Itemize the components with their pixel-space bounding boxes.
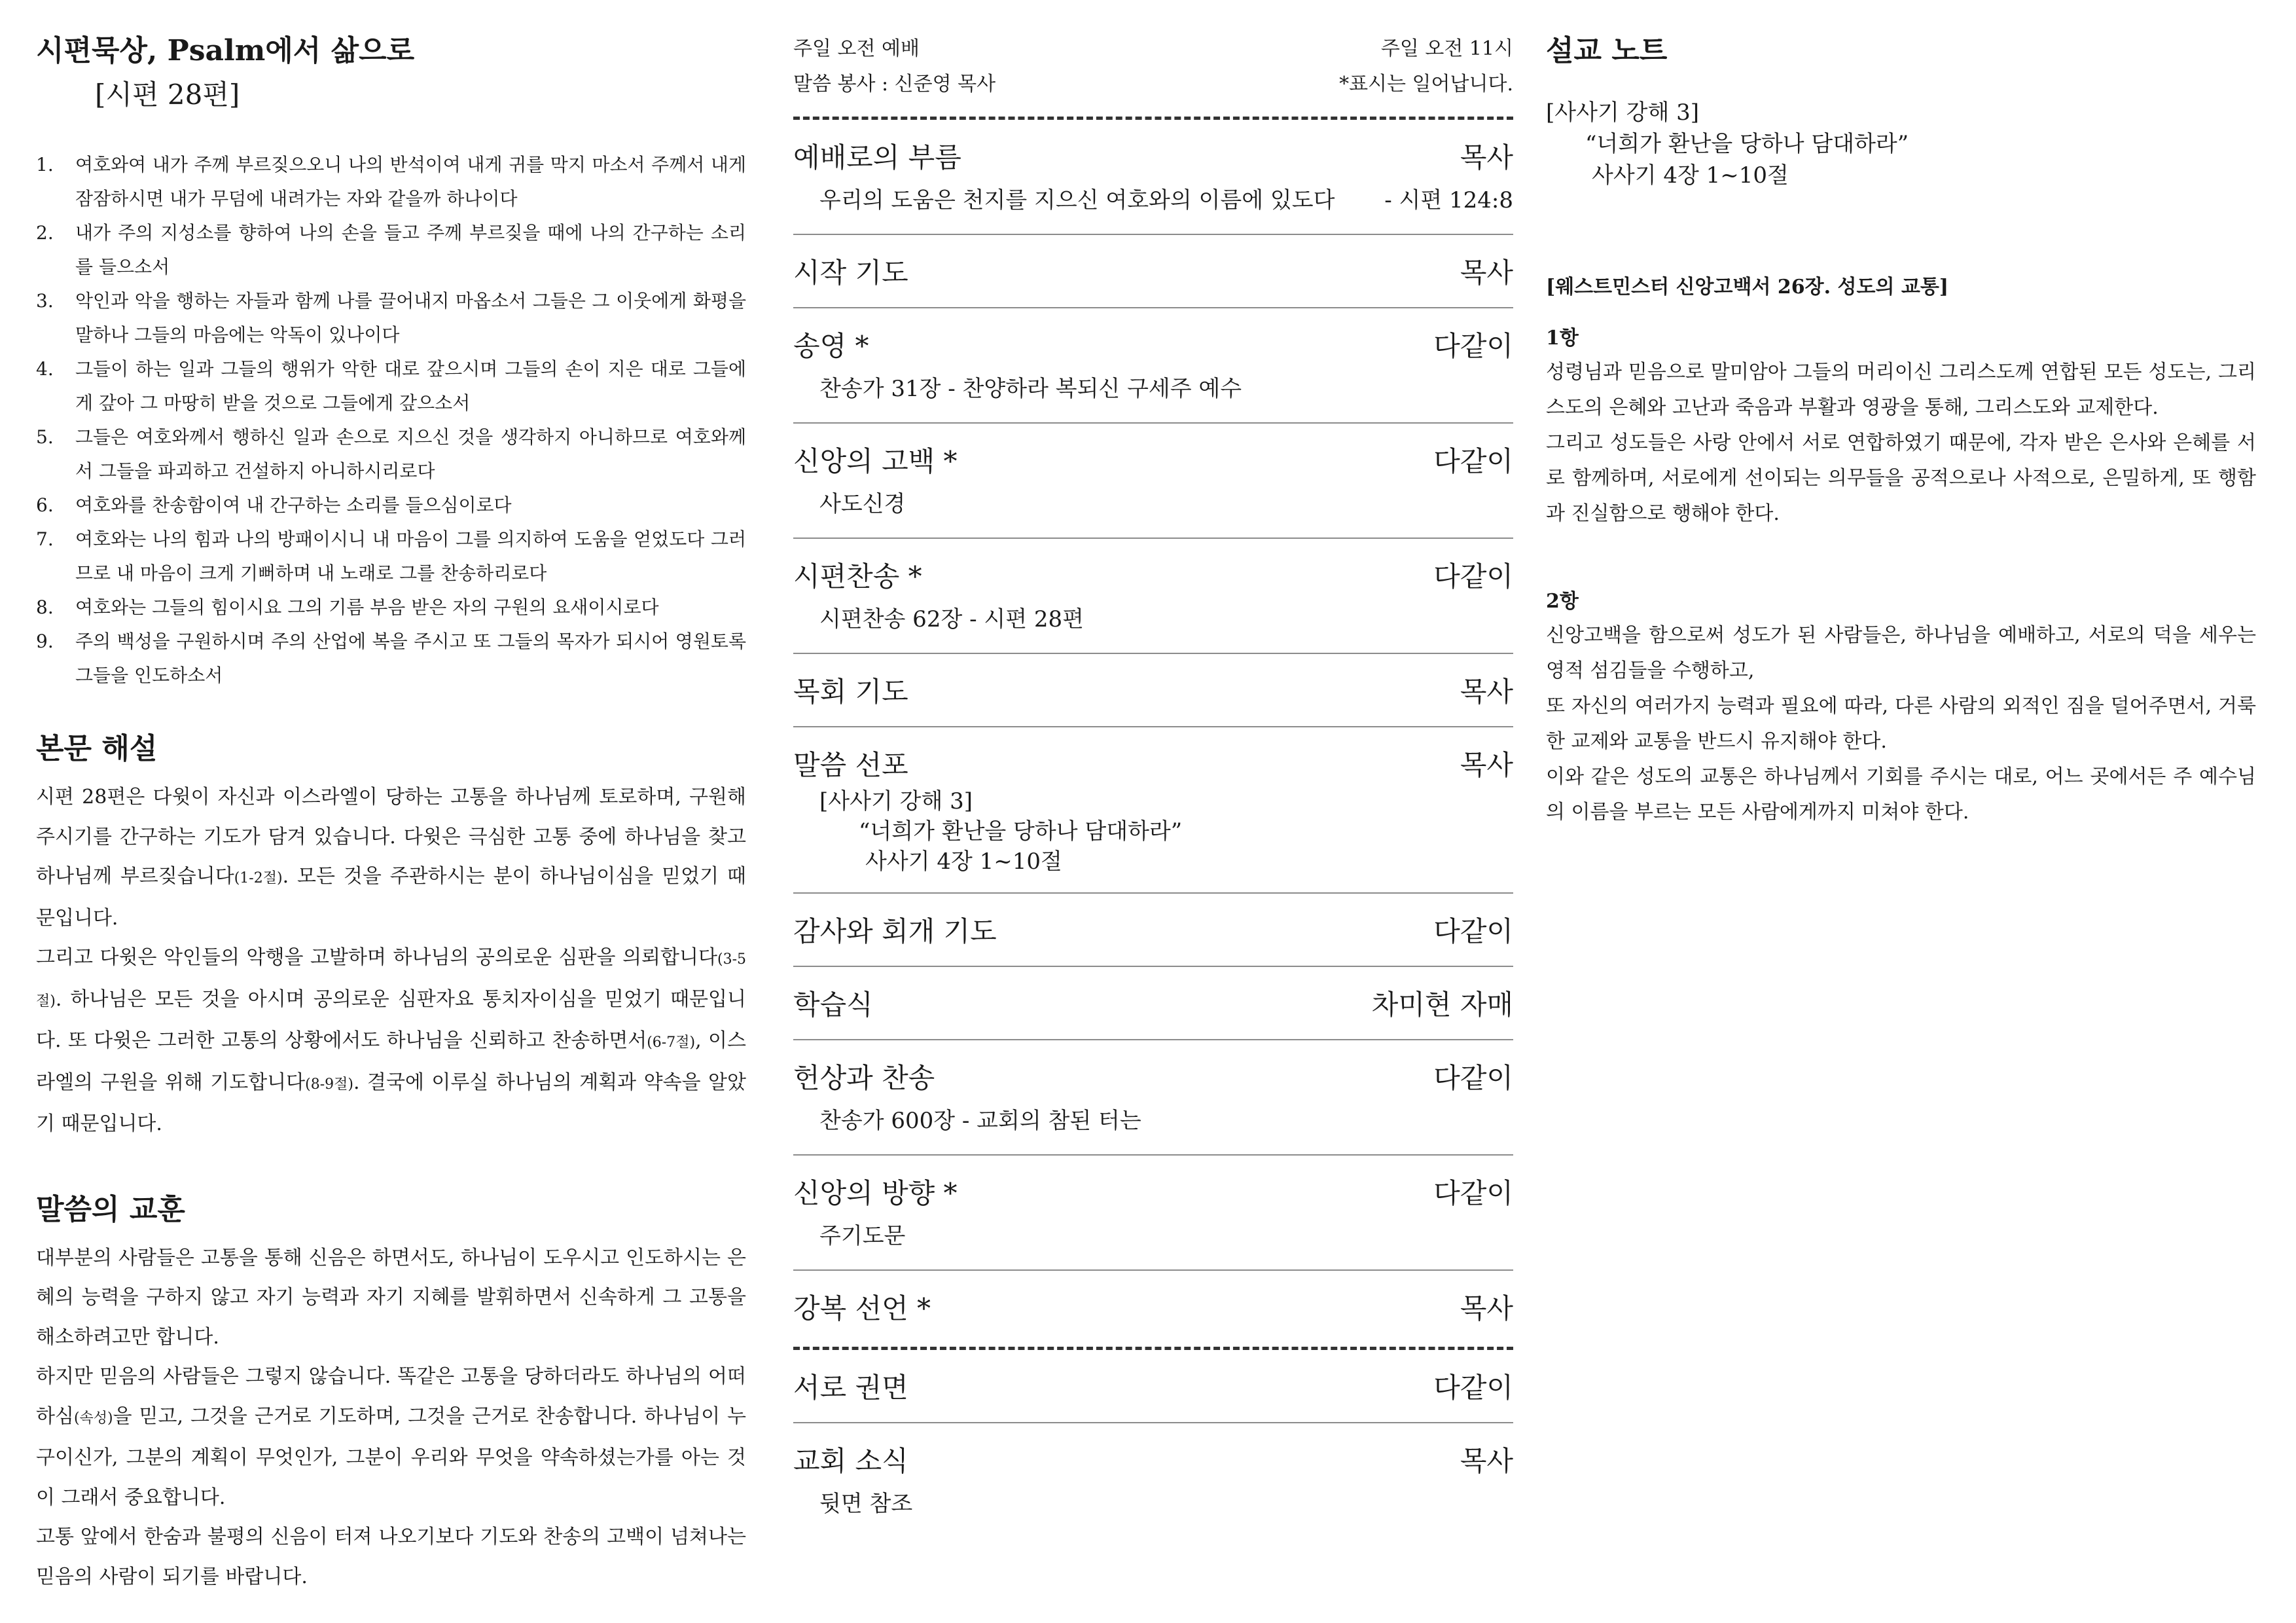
verse-number: 3.	[36, 290, 54, 312]
verse-text: 여호와는 나의 힘과 나의 방패이시니 내 마음이 그를 의지하여 도움을 얻었도다 그러므로 내 마음이 크게 기뻐하며 내 노래로 그를 찬송하리로다	[75, 528, 746, 584]
item-leader: 다같이	[1433, 560, 1513, 593]
item-leader: 다같이	[1433, 330, 1513, 362]
sermon-notes-title: 설교 노트	[1546, 34, 1668, 67]
preacher: 말씀 봉사 : 신준영 목사	[793, 73, 996, 96]
verse-text: 여호와는 그들의 힘이시요 그의 기름 부음 받은 자의 구원의 요새이시로다	[75, 596, 659, 618]
confession-paragraph: 그리고 성도들은 사랑 안에서 서로 연합하였기 때문에, 각자 받은 은사와 은혜를 서로 함께하며, 서로에게 선이되는 의무들을 공적으로나 사적으로, 은밀하게, 또 행함과 진실함으로 행해야 한다.	[1546, 431, 2256, 525]
verse-citation: (1-2절)	[234, 870, 283, 886]
item-title: 시작 기도	[793, 257, 908, 289]
item-leader: 다같이	[1433, 445, 1513, 477]
worship-item	[793, 727, 1513, 894]
worship-item	[793, 424, 1513, 539]
verse-text: 그들이 하는 일과 그들의 행위가 악한 대로 갚으시며 그들의 손이 지은 대로 그들에게 갚아 그 마땅히 받을 것으로 그들에게 갚으소서	[75, 358, 746, 414]
sermon-series: [사사기 강해 3]	[1546, 100, 1699, 126]
item-leader: 목사	[1460, 141, 1513, 173]
worship-item	[793, 120, 1513, 235]
item-detail: 시편찬송 62장 - 시편 28편	[819, 606, 1084, 632]
confession-paragraph: 성령님과 믿음으로 말미암아 그들의 머리이신 그리스도께 연합된 모든 성도는, 그리스도의 은혜와 고난과 죽음과 부활과 영광을 통해, 그리스도와 교제한다.	[1546, 361, 2256, 419]
confession-paragraph: 또 자신의 여러가지 능력과 필요에 따라, 다른 사람의 외적인 짐을 덜어주면서, 거룩한 교제와 교통을 반드시 유지해야 한다.	[1546, 695, 2256, 753]
verse-number: 1.	[36, 154, 54, 175]
item-leader: 다같이	[1433, 1372, 1513, 1404]
worship-item	[793, 967, 1513, 1040]
order-of-worship-column	[793, 0, 1513, 1623]
commentary-paragraph: 시편 28편은 다윗이 자신과 이스라엘이 당하는 고통을 하나님께 토로하며, 구원해 주시기를 간구하는 기도가 담겨 있습니다. 다윗은 극심한 고통 중에 하나님을 찾고 하나님께 부르짖습니다(1-2절). 모든 것을 주관하시는 분이 하나님이심을 믿었기 때문입니다.	[36, 786, 746, 930]
item-title: 헌상과 찬송	[793, 1062, 935, 1094]
sermon-passage: 사사기 4장 1~10절	[1592, 162, 1789, 189]
confession-title: [웨스트민스터 신앙고백서 26장. 성도의 교통]	[1546, 276, 1949, 299]
item-title: 신앙의 방향 *	[793, 1177, 958, 1209]
lesson-heading: 말씀의 교훈	[36, 1192, 185, 1226]
item-leader: 차미현 자매	[1371, 989, 1513, 1021]
verse-citation: (8-9절)	[305, 1076, 353, 1093]
worship-item	[793, 1423, 1513, 1537]
service-header	[793, 31, 1513, 67]
verse-number: 8.	[36, 596, 54, 618]
verse-number: 6.	[36, 494, 54, 516]
confession-section-label: 2항	[1546, 590, 1579, 613]
item-detail: 우리의 도움은 천지를 지으신 여호와의 이름에 있도다	[819, 187, 1335, 213]
item-title: 교회 소식	[793, 1445, 908, 1477]
verse-item	[36, 420, 746, 488]
sermon-notes-reference	[1546, 97, 2256, 191]
lesson-paragraph: 대부분의 사람들은 고통을 통해 신음은 하면서도, 하나님이 도우시고 인도하시는 은혜의 능력을 구하지 않고 자기 능력과 자기 지혜를 발휘하면서 신속하게 그 고통을 해소하려고만 합니다.	[36, 1246, 746, 1349]
item-leader: 다같이	[1433, 1062, 1513, 1094]
sermon-reference	[793, 786, 1513, 877]
item-title: 감사와 회개 기도	[793, 915, 997, 947]
item-title: 목회 기도	[793, 676, 908, 708]
psalm-verse-list	[36, 148, 746, 693]
sermon-notes-column	[1546, 0, 2256, 1623]
commentary-paragraph: 그리고 다윗은 악인들의 악행을 고발하며 하나님의 공의로운 심판을 의뢰합니다(3-5절). 하나님은 모든 것을 아시며 공의로운 심판자요 통치자이심을 믿었기 때문입니다. 또 다윗은 그러한 고통의 상황에서도 하나님을 신뢰하고 찬송하면서(6-7절), 이스라엘의 구원을 위해 기도합니다(8-9절). 결국에 이루실 하나님의 계획과 약속을 알았기 때문입니다.	[36, 946, 746, 1135]
worship-item	[793, 1156, 1513, 1271]
item-leader: 다같이	[1433, 915, 1513, 947]
item-title: 신앙의 고백 *	[793, 445, 958, 477]
confession-section-label: 1항	[1546, 327, 1579, 350]
stand-note: *표시는 일어납니다.	[1339, 73, 1513, 96]
item-title: 송영 *	[793, 330, 869, 362]
item-title: 시편찬송 *	[793, 560, 922, 593]
item-leader: 목사	[1460, 749, 1513, 781]
lesson-paragraph: 하지만 믿음의 사람들은 그렇지 않습니다. 똑같은 고통을 당하더라도 하나님의 어떠하심(속성)을 믿고, 그것을 근거로 기도하며, 그것을 근거로 찬송합니다. 하나님이 누구이신가, 그분의 계획이 무엇인가, 그분이 우리와 무엇을 약속하셨는가를 아는 것이 그래서 중요합니다.	[36, 1365, 746, 1509]
confession-paragraph: 이와 같은 성도의 교통은 하나님께서 기회를 주시는 대로, 어느 곳에서든 주 예수님의 이름을 부르는 모든 사람에게까지 미쳐야 한다.	[1546, 765, 2256, 824]
verse-number: 9.	[36, 630, 54, 652]
sermon-title: “너희가 환난을 당하나 담대하라”	[859, 818, 1183, 845]
verse-item	[36, 148, 746, 216]
item-title: 말씀 선포	[793, 749, 908, 781]
item-title: 서로 권면	[793, 1372, 908, 1404]
verse-item	[36, 352, 746, 420]
item-detail: 주기도문	[819, 1223, 906, 1249]
verse-text: 주의 백성을 구원하시며 주의 산업에 복을 주시고 또 그들의 목자가 되시어 영원토록 그들을 인도하소서	[75, 630, 746, 686]
verse-text: 여호와를 찬송함이여 내 간구하는 소리를 들으심이로다	[75, 494, 512, 516]
worship-item	[793, 1271, 1513, 1347]
confession-paragraph: 신앙고백을 함으로써 성도가 된 사람들은, 하나님을 예배하고, 서로의 덕을 세우는 영적 섬김들을 수행하고,	[1546, 624, 2256, 682]
verse-item	[36, 488, 746, 522]
psalm-meditation-column	[36, 0, 746, 1623]
service-subheader	[793, 67, 1513, 102]
verse-citation: (3-5절)	[36, 951, 746, 1010]
verse-citation: (6-7절)	[647, 1034, 696, 1051]
lesson-paragraph: 고통 앞에서 한숨과 불평의 신음이 터져 나오기보다 기도와 찬송의 고백이 넘쳐나는 믿음의 사람이 되기를 바랍니다.	[36, 1525, 746, 1588]
worship-item	[793, 235, 1513, 308]
sermon-passage: 사사기 4장 1~10절	[865, 848, 1062, 875]
verse-item	[36, 625, 746, 693]
worship-item	[793, 308, 1513, 424]
verse-text: 악인과 악을 행하는 자들과 함께 나를 끌어내지 마옵소서 그들은 그 이웃에게 화평을 말하나 그들의 마음에는 악독이 있나이다	[75, 290, 746, 346]
attribute-note: (속성)	[73, 1410, 113, 1427]
item-leader: 목사	[1460, 257, 1513, 289]
verse-number: 4.	[36, 358, 54, 380]
verse-item	[36, 216, 746, 284]
item-title: 학습식	[793, 989, 873, 1021]
verse-item	[36, 522, 746, 591]
worship-item	[793, 1040, 1513, 1156]
item-title: 예배로의 부름	[793, 141, 961, 173]
verse-text: 내가 주의 지성소를 향하여 나의 손을 들고 주께 부르짖을 때에 나의 간구하는 소리를 들으소서	[75, 222, 746, 278]
item-leader: 다같이	[1433, 1177, 1513, 1209]
item-detail: 뒷면 참조	[819, 1491, 913, 1517]
psalm-meditation-title: 시편묵상, Psalm에서 삶으로	[36, 34, 415, 67]
verse-number: 5.	[36, 426, 54, 448]
item-detail-ref: - 시편 124:8	[1384, 187, 1513, 213]
item-detail: 찬송가 31장 - 찬양하라 복되신 구세주 예수	[819, 376, 1242, 402]
worship-item	[793, 539, 1513, 654]
verse-number: 2.	[36, 222, 54, 244]
service-time: 주일 오전 11시	[1380, 37, 1513, 60]
worship-item	[793, 654, 1513, 727]
item-leader: 목사	[1460, 1445, 1513, 1477]
verse-item	[36, 591, 746, 625]
item-leader: 목사	[1460, 1292, 1513, 1324]
item-detail: 찬송가 600장 - 교회의 참된 터는	[819, 1108, 1141, 1134]
service-name: 주일 오전 예배	[793, 37, 920, 60]
sermon-title: “너희가 환난을 당하나 담대하라”	[1585, 131, 1909, 157]
verse-number: 7.	[36, 528, 54, 550]
item-leader: 목사	[1460, 676, 1513, 708]
sermon-series: [사사기 강해 3]	[819, 788, 973, 814]
verse-text: 그들은 여호와께서 행하신 일과 손으로 지으신 것을 생각하지 아니하므로 여호와께서 그들을 파괴하고 건설하지 아니하시리로다	[75, 426, 746, 482]
commentary-heading: 본문 해설	[36, 732, 158, 765]
verse-item	[36, 284, 746, 352]
worship-item	[793, 894, 1513, 967]
item-detail: 사도신경	[819, 491, 906, 517]
worship-item	[793, 1350, 1513, 1423]
verse-text: 여호와여 내가 주께 부르짖으오니 나의 반석이여 내게 귀를 막지 마소서 주께서 내게 잠잠하시면 내가 무덤에 내려가는 자와 같을까 하나이다	[75, 154, 746, 210]
item-title: 강복 선언 *	[793, 1292, 931, 1324]
psalm-reference: [시편 28편]	[95, 79, 240, 111]
